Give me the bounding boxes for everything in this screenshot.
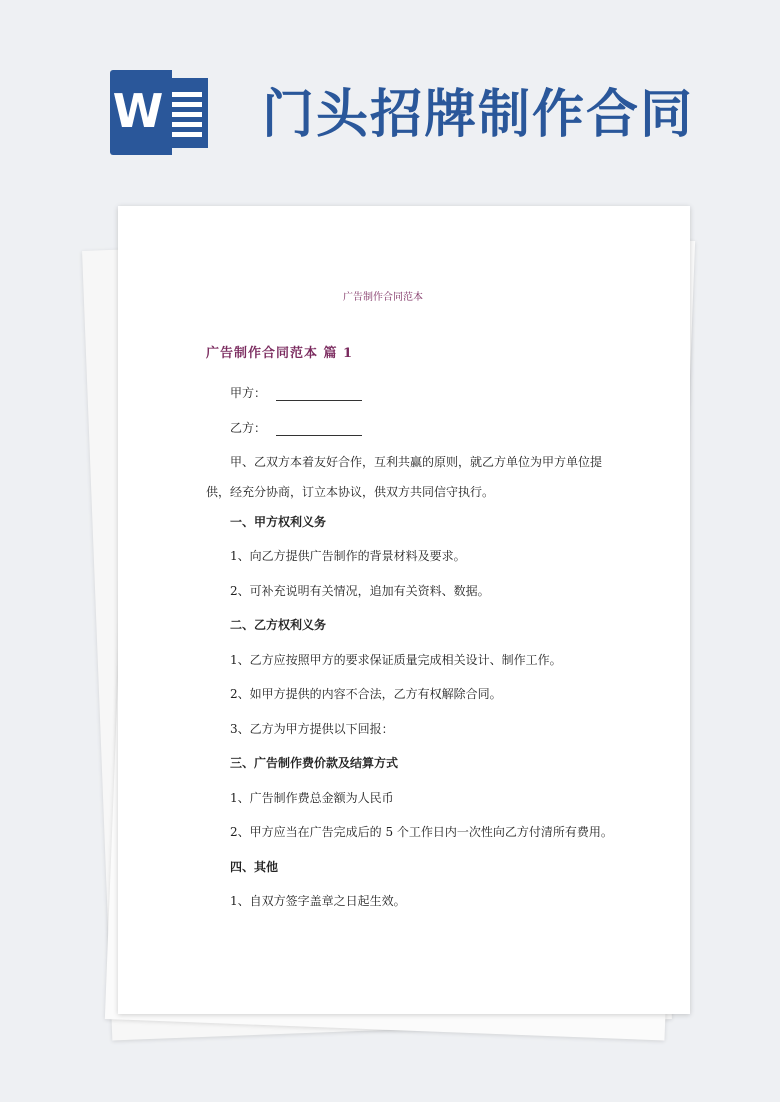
clause-line: 2、可补充说明有关情况，追加有关资料、数据。 — [230, 584, 490, 598]
party-a-label: 甲方： — [230, 386, 267, 400]
party-b-row — [230, 419, 362, 436]
clause-line: 1、向乙方提供广告制作的背景材料及要求。 — [230, 549, 466, 563]
word-icon-letter: W — [112, 84, 164, 138]
party-a-row — [230, 384, 362, 401]
party-b-label: 乙方： — [230, 421, 267, 435]
clause-heading: 二、乙方权利义务 — [230, 618, 327, 632]
clause-line: 3、乙方为甲方提供以下回报： — [230, 722, 394, 736]
section-title: 广告制作合同范本 篇 1 — [206, 346, 354, 361]
party-a-blank — [276, 388, 362, 401]
page-title: 门头招牌制作合同 — [262, 84, 695, 145]
header — [0, 0, 780, 200]
clause-line: 1、广告制作费总金额为人民币 — [230, 791, 394, 805]
clause-heading: 三、广告制作费价款及结算方式 — [230, 756, 399, 770]
clause-line: 2、如甲方提供的内容不合法，乙方有权解除合同。 — [230, 687, 502, 701]
clause-heading: 四、其他 — [230, 860, 279, 874]
word-icon — [110, 70, 210, 155]
party-b-blank — [276, 423, 362, 436]
clause-line: 2、甲方应当在广告完成后的 5 个工作日内一次性向乙方付清所有费用。 — [230, 825, 613, 839]
document-page — [118, 206, 690, 1014]
clause-line: 1、乙方应按照甲方的要求保证质量完成相关设计、制作工作。 — [230, 653, 562, 667]
clause-line: 1、自双方签字盖章之日起生效。 — [230, 894, 406, 908]
clause-heading: 一、甲方权利义务 — [230, 515, 327, 529]
document-header: 广告制作合同范本 — [343, 292, 423, 303]
intro-paragraph: 甲、乙双方本着友好合作，互利共赢的原则，就乙方单位为甲方单位提供，经充分协商，订立本协议，供双方共同信守执行。 — [206, 455, 603, 499]
